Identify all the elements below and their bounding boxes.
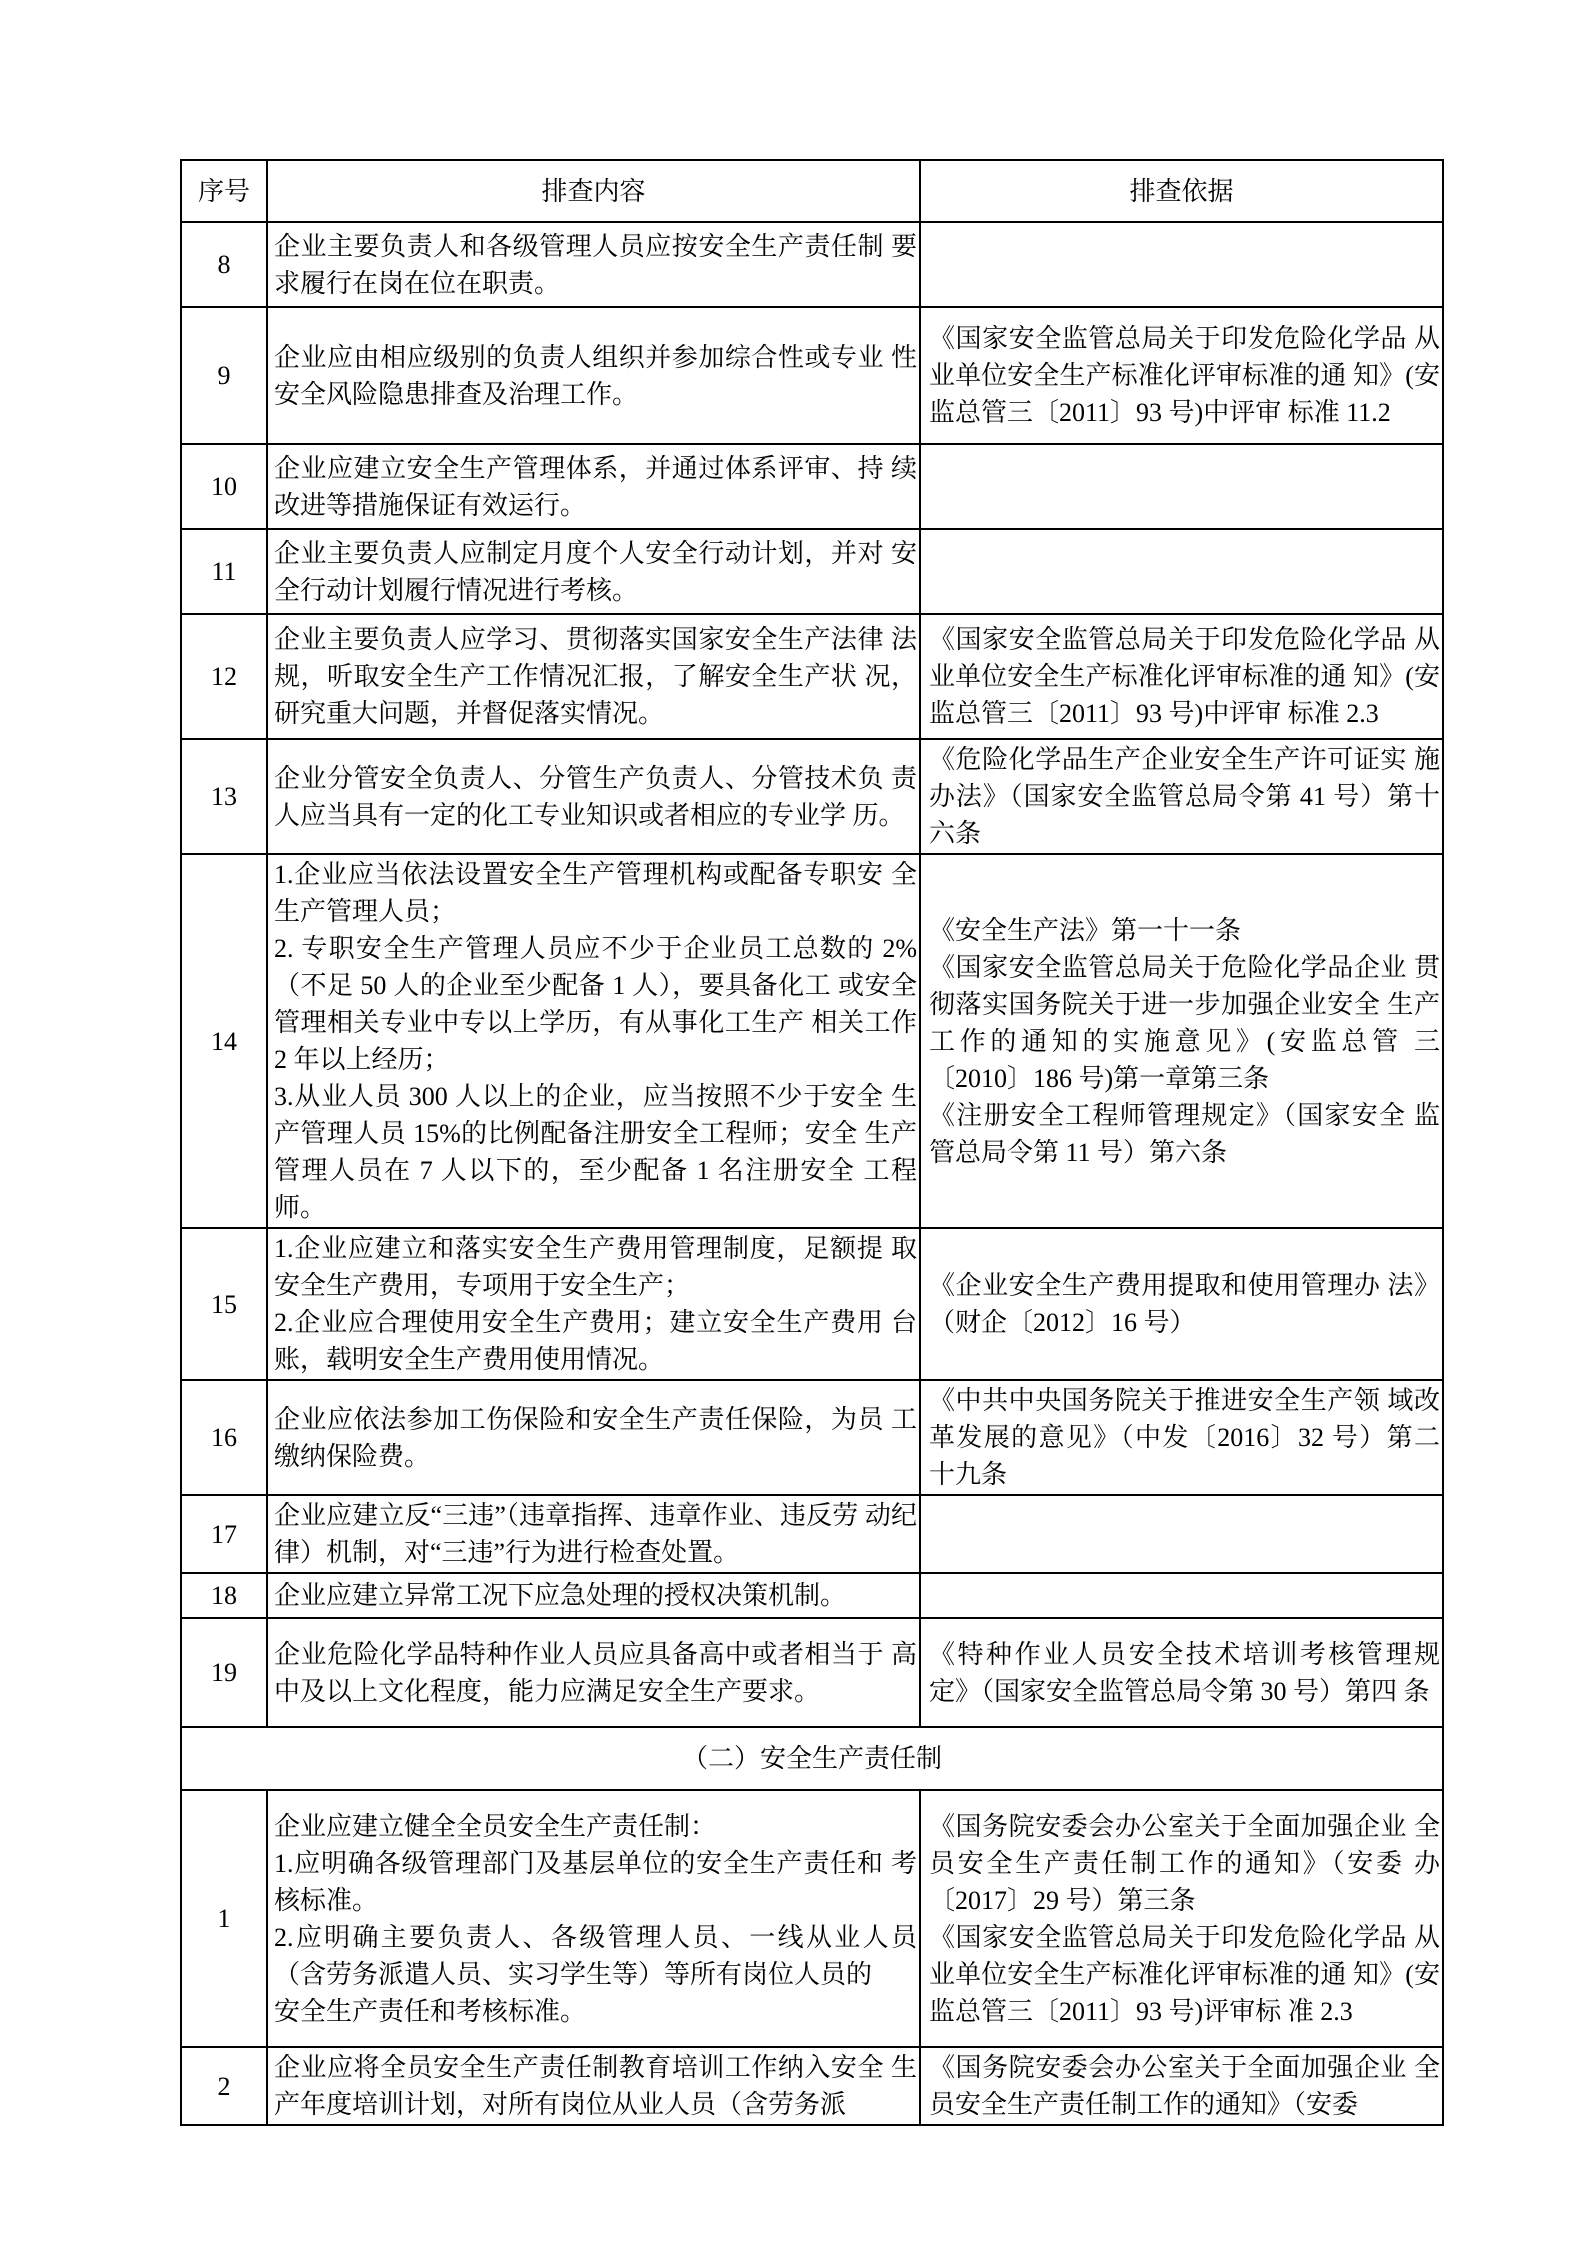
content-paragraph: 企业应依法参加工伤保险和安全生产责任保险，为员 工缴纳保险费。 <box>274 1404 917 1471</box>
content-paragraph: 企业应建立反“三违”（违章指挥、违章作业、违反劳 动纪律）机制，对“三违”行为进行检查处置。 <box>274 1501 917 1567</box>
inspection-content-cell <box>267 529 920 614</box>
basis-paragraph: 《国家安全监管总局关于印发危险化学品 从业单位安全生产标准化评审标准的通 知》(安监总管三〔2011〕93 号)评审标 准 2.3 <box>929 1922 1440 2026</box>
inspection-content-cell <box>267 1380 920 1495</box>
table-header-row <box>181 160 1443 222</box>
row-number: 17 <box>181 1495 267 1573</box>
inspection-content-cell <box>267 2047 920 2125</box>
row-number: 12 <box>181 614 267 739</box>
inspection-basis-cell <box>920 614 1443 739</box>
table-row <box>181 854 1443 1228</box>
content-paragraph: 3.从业人员 300 人以上的企业，应当按照不少于安全 生产管理人员 15%的比例配备注册安全工程师；安全 生产管理人员在 7 人以下的，至少配备 1 名注册安全 工程师。 <box>274 1082 917 1222</box>
table-row <box>181 529 1443 614</box>
basis-paragraph: 《注册安全工程师管理规定》（国家安全 监管总局令第 11 号）第六条 <box>929 1100 1440 1167</box>
table-row <box>181 1495 1443 1573</box>
content-paragraph: 2.应明确主要负责人、各级管理人员、一线从业人员（含劳务派遣人员、实习学生等）等所有岗位人员的 <box>274 1922 917 1989</box>
row-number: 9 <box>181 307 267 444</box>
inspection-basis-cell <box>920 2047 1443 2125</box>
content-paragraph: 企业危险化学品特种作业人员应具备高中或者相当于 高中及以上文化程度，能力应满足安全生产要求。 <box>274 1639 917 1706</box>
inspection-content-cell <box>267 1790 920 2047</box>
inspection-content-cell <box>267 1618 920 1727</box>
row-number: 16 <box>181 1380 267 1495</box>
table-row <box>181 1380 1443 1495</box>
inspection-basis-cell <box>920 1380 1443 1495</box>
content-paragraph: 企业主要负责人应制定月度个人安全行动计划，并对 安全行动计划履行情况进行考核。 <box>274 538 917 605</box>
basis-paragraph: 《企业安全生产费用提取和使用管理办 法》（财企〔2012〕16 号） <box>929 1271 1440 1337</box>
inspection-content-cell <box>267 1573 920 1618</box>
basis-paragraph: 《国务院安委会办公室关于全面加强企业 全员安全生产责任制工作的通知》（安委 办〔2017〕29 号）第三条 <box>929 1811 1440 1915</box>
basis-paragraph: 《国家安全监管总局关于印发危险化学品 从业单位安全生产标准化评审标准的通 知》(安监总管三〔2011〕93 号)中评审 标准 11.2 <box>929 324 1440 427</box>
section-title: （二）安全生产责任制 <box>181 1727 1443 1790</box>
row-number: 10 <box>181 444 267 529</box>
basis-paragraph: 《国家安全监管总局关于印发危险化学品 从业单位安全生产标准化评审标准的通 知》(安监总管三〔2011〕93 号)中评审 标准 2.3 <box>929 625 1440 728</box>
header-num: 序号 <box>181 160 267 222</box>
inspection-basis-cell <box>920 854 1443 1228</box>
table-row <box>181 222 1443 307</box>
table-row <box>181 307 1443 444</box>
inspection-content-cell <box>267 739 920 854</box>
content-paragraph: 企业应由相应级别的负责人组织并参加综合性或专业 性安全风险隐患排查及治理工作。 <box>274 342 917 409</box>
row-number: 11 <box>181 529 267 614</box>
table-row <box>181 2047 1443 2125</box>
row-number: 13 <box>181 739 267 854</box>
basis-paragraph: 《国家安全监管总局关于危险化学品企业 贯彻落实国务院关于进一步加强企业安全 生产工作的通知的实施意见》(安监总管 三〔2010〕186 号)第一章第三条 <box>929 952 1440 1093</box>
inspection-content-cell <box>267 614 920 739</box>
inspection-content-cell <box>267 1228 920 1380</box>
content-paragraph: 企业主要负责人和各级管理人员应按安全生产责任制 要求履行在岗在位在职责。 <box>274 231 917 298</box>
row-number: 15 <box>181 1228 267 1380</box>
content-paragraph: 2.企业应合理使用安全生产费用；建立安全生产费用 台账，载明安全生产费用使用情况。 <box>274 1308 917 1374</box>
header-content: 排查内容 <box>267 160 920 222</box>
content-paragraph: 1.应明确各级管理部门及基层单位的安全生产责任和 考核标准。 <box>274 1848 917 1915</box>
basis-paragraph: 《特种作业人员安全技术培训考核管理规 定》（国家安全监管总局令第 30 号）第四 条 <box>929 1639 1440 1706</box>
row-number: 1 <box>181 1790 267 2047</box>
basis-paragraph: 《安全生产法》第一十一条 <box>929 915 1242 945</box>
inspection-table <box>180 159 1444 2126</box>
row-number: 2 <box>181 2047 267 2125</box>
inspection-content-cell <box>267 854 920 1228</box>
inspection-basis-cell <box>920 1618 1443 1727</box>
content-paragraph: 1.企业应建立和落实安全生产费用管理制度，足额提 取安全生产费用，专项用于安全生产； <box>274 1234 917 1300</box>
content-paragraph: 企业应建立健全全员安全生产责任制： <box>274 1811 717 1841</box>
content-paragraph: 2. 专职安全生产管理人员应不少于企业员工总数的 2%（不足 50 人的企业至少配备 1 人），要具备化工 或安全管理相关专业中专以上学历，有从事化工生产 相关工作 2 年以上经历； <box>274 934 917 1074</box>
content-paragraph: 企业分管安全负责人、分管生产负责人、分管技术负 责人应当具有一定的化工专业知识或者相应的专业学 历。 <box>274 763 917 830</box>
inspection-basis-cell <box>920 307 1443 444</box>
inspection-basis-cell <box>920 1495 1443 1573</box>
row-number: 18 <box>181 1573 267 1618</box>
table-row <box>181 1618 1443 1727</box>
content-paragraph: 1.企业应当依法设置安全生产管理机构或配备专职安 全生产管理人员； <box>274 860 917 926</box>
row-number: 8 <box>181 222 267 307</box>
inspection-content-cell <box>267 444 920 529</box>
table-row <box>181 1573 1443 1618</box>
content-paragraph: 企业应建立安全生产管理体系，并通过体系评审、持 续改进等措施保证有效运行。 <box>274 453 917 520</box>
table-row <box>181 444 1443 529</box>
content-paragraph: 安全生产责任和考核标准。 <box>274 1996 587 2026</box>
table-row <box>181 1790 1443 2047</box>
inspection-basis-cell <box>920 1790 1443 2047</box>
inspection-content-cell <box>267 222 920 307</box>
basis-paragraph: 《中共中央国务院关于推进安全生产领 域改革发展的意见》（中发〔2016〕32 号）第二十九条 <box>929 1386 1440 1489</box>
content-paragraph: 企业应建立异常工况下应急处理的授权决策机制。 <box>274 1581 847 1610</box>
row-number: 14 <box>181 854 267 1228</box>
inspection-basis-cell <box>920 529 1443 614</box>
inspection-basis-cell <box>920 1573 1443 1618</box>
table-row <box>181 1228 1443 1380</box>
inspection-content-cell <box>267 1495 920 1573</box>
inspection-basis-cell <box>920 739 1443 854</box>
inspection-content-cell <box>267 307 920 444</box>
inspection-basis-cell <box>920 444 1443 529</box>
table-row <box>181 739 1443 854</box>
row-number: 19 <box>181 1618 267 1727</box>
basis-paragraph: 《国务院安委会办公室关于全面加强企业 全员安全生产责任制工作的通知》（安委 <box>929 2053 1440 2119</box>
inspection-basis-cell <box>920 222 1443 307</box>
header-basis: 排查依据 <box>920 160 1443 222</box>
content-paragraph: 企业应将全员安全生产责任制教育培训工作纳入安全 生产年度培训计划，对所有岗位从业人员（含劳务派 <box>274 2053 917 2119</box>
content-paragraph: 企业主要负责人应学习、贯彻落实国家安全生产法律 法规，听取安全生产工作情况汇报，了解安全生产状 况，研究重大问题，并督促落实情况。 <box>274 625 917 728</box>
section-header-row <box>181 1727 1443 1790</box>
inspection-basis-cell <box>920 1228 1443 1380</box>
basis-paragraph: 《危险化学品生产企业安全生产许可证实 施办法》（国家安全监管总局令第 41 号）第十六条 <box>929 745 1440 848</box>
table-row <box>181 614 1443 739</box>
